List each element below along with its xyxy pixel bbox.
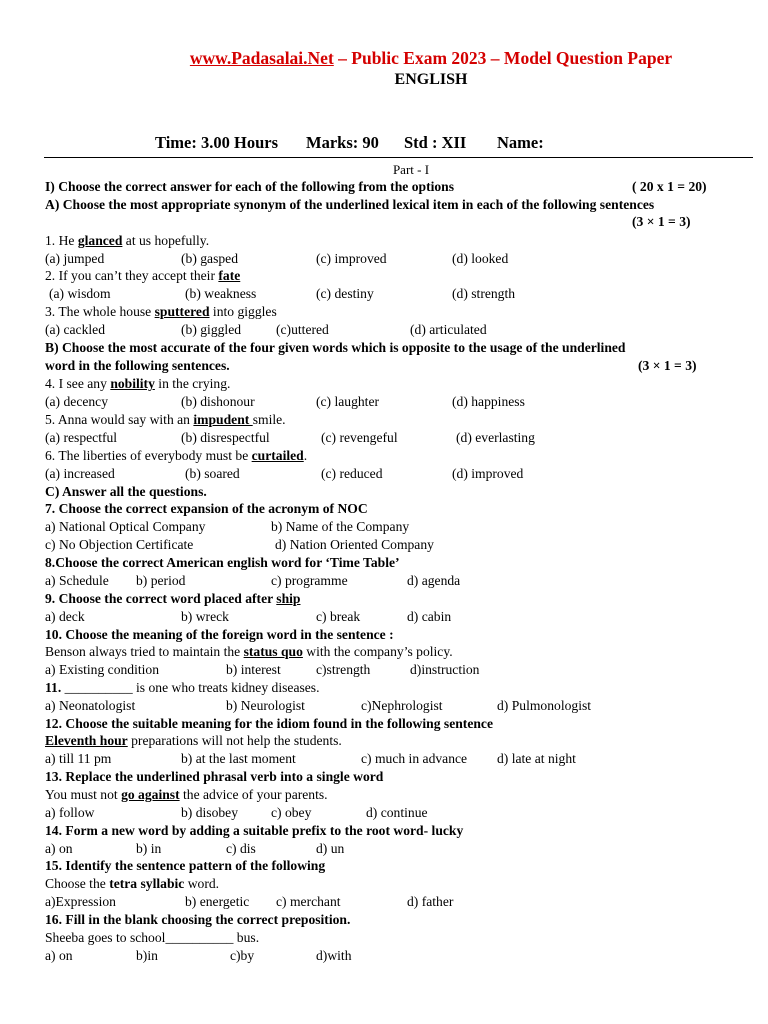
option-d: (d) articulated xyxy=(410,322,487,337)
option-c: c)Nephrologist xyxy=(361,698,443,713)
option-d: (d) improved xyxy=(452,466,524,481)
option-d: d) un xyxy=(316,841,345,856)
option-a: a) Existing condition xyxy=(45,662,160,677)
part-heading: Part - I xyxy=(392,162,430,177)
underlined-word: sputtered xyxy=(154,304,210,319)
question-6: 6. The liberties of everybody must be curtailed. xyxy=(45,448,308,463)
option-d: d)with xyxy=(316,948,352,963)
option-a: (a) increased xyxy=(45,466,115,481)
section-b-heading: B) Choose the most accurate of the four given words which is opposite to the usage of the underlined xyxy=(45,340,626,355)
option-c: (c) laughter xyxy=(316,394,380,409)
bold-word: tetra syllabic xyxy=(109,876,185,891)
option-c: c) much in advance xyxy=(361,751,468,766)
option-c: (c) reduced xyxy=(321,466,383,481)
option-a: (a) respectful xyxy=(45,430,118,445)
underlined-word: ship xyxy=(276,591,301,606)
option-a: (a) wisdom xyxy=(49,286,111,301)
answer-blank: __________ xyxy=(165,930,234,945)
paper-title xyxy=(0,48,768,69)
option-d: d) Pulmonologist xyxy=(497,698,592,713)
section-c-heading: C) Answer all the questions. xyxy=(45,484,207,499)
option-b: b)in xyxy=(136,948,158,963)
question-11: 11. __________ is one who treats kidney diseases. xyxy=(45,680,320,695)
underlined-word: fate xyxy=(218,268,241,283)
underlined-word: Eleventh hour xyxy=(45,733,128,748)
question-16-sentence: Sheeba goes to school__________ bus. xyxy=(45,930,260,945)
option-b: (b) giggled xyxy=(181,322,242,337)
option-b: (b) gasped xyxy=(181,251,238,266)
option-c: (c) improved xyxy=(316,251,387,266)
option-a: a) on xyxy=(45,841,73,856)
option-c: c)by xyxy=(230,948,255,963)
header-divider xyxy=(44,157,753,158)
underlined-word: glanced xyxy=(77,233,123,248)
question-12: 12. Choose the suitable meaning for the idiom found in the following sentence xyxy=(45,716,493,731)
option-a: (a) jumped xyxy=(45,251,105,266)
option-a: a) follow xyxy=(45,805,95,820)
option-b: b) energetic xyxy=(185,894,250,909)
option-d: d) continue xyxy=(366,805,428,820)
option-a: a) till 11 pm xyxy=(45,751,112,766)
underlined-word: status quo xyxy=(243,644,303,659)
underlined-word: go against xyxy=(121,787,180,802)
answer-blank: __________ xyxy=(64,680,133,695)
option-a: a) National Optical Company xyxy=(45,519,206,534)
option-d: (d) strength xyxy=(452,286,516,301)
option-b: b) interest xyxy=(226,662,281,677)
option-c: (c)uttered xyxy=(276,322,329,337)
option-b: b) in xyxy=(136,841,162,856)
question-16: 16. Fill in the blank choosing the correct preposition. xyxy=(45,912,351,927)
question-15-sentence: Choose the tetra syllabic word. xyxy=(45,876,220,891)
underlined-word: impudent xyxy=(193,412,253,427)
option-c: c) break xyxy=(316,609,361,624)
question-13-sentence: You must not go against the advice of your parents. xyxy=(45,787,328,802)
option-d: d) father xyxy=(407,894,454,909)
option-c: c) No Objection Certificate xyxy=(45,537,194,552)
option-a: (a) cackled xyxy=(45,322,105,337)
option-d: d) Nation Oriented Company xyxy=(275,537,434,552)
option-d: d) late at night xyxy=(497,751,576,766)
option-c: c) programme xyxy=(271,573,348,588)
site-link[interactable]: www.Padasalai.Net xyxy=(189,48,334,68)
option-c: c) merchant xyxy=(276,894,341,909)
option-d: (d) everlasting xyxy=(456,430,535,445)
subject-heading: ENGLISH xyxy=(394,71,468,88)
option-a: (a) decency xyxy=(45,394,109,409)
option-c: (c) revengeful xyxy=(321,430,398,445)
question-15: 15. Identify the sentence pattern of the following xyxy=(45,858,326,873)
question-1: 1. He glanced at us hopefully. xyxy=(45,233,210,248)
underlined-word: curtailed xyxy=(251,448,304,463)
option-c: (c) destiny xyxy=(316,286,374,301)
option-a: a) deck xyxy=(45,609,85,624)
section-i-heading: I) Choose the correct answer for each of the following from the options xyxy=(45,179,455,194)
question-4: 4. I see any nobility in the crying. xyxy=(45,376,231,391)
option-d: d)instruction xyxy=(410,662,480,677)
option-c: c)strength xyxy=(316,662,371,677)
option-c: c) dis xyxy=(226,841,256,856)
option-b: b) at the last moment xyxy=(181,751,296,766)
question-10-sentence: Benson always tried to maintain the status quo with the company’s policy. xyxy=(45,644,453,659)
section-b-heading-cont: word in the following sentences. xyxy=(45,358,230,373)
underlined-word: nobility xyxy=(110,376,155,391)
question-13: 13. Replace the underlined phrasal verb into a single word xyxy=(45,769,384,784)
option-b: (b) dishonour xyxy=(181,394,255,409)
option-d: (d) happiness xyxy=(452,394,525,409)
option-b: (b) soared xyxy=(185,466,240,481)
section-a-marks: (3 × 1 = 3) xyxy=(632,214,691,229)
option-b: b) Name of the Company xyxy=(271,519,410,534)
question-2: 2. If you can’t they accept their fate xyxy=(45,268,241,283)
question-14: 14. Form a new word by adding a suitable prefix to the root word- lucky xyxy=(45,823,464,838)
option-c: c) obey xyxy=(271,805,312,820)
question-3: 3. The whole house sputtered into giggles xyxy=(45,304,277,319)
section-b-marks: (3 × 1 = 3) xyxy=(638,358,697,373)
option-b: (b) weakness xyxy=(185,286,257,301)
question-12-sentence: Eleventh hour preparations will not help the students. xyxy=(45,733,342,748)
time-label: Time: 3.00 Hours xyxy=(155,133,278,152)
option-a: a) Neonatologist xyxy=(45,698,136,713)
question-8: 8.Choose the correct American english word for ‘Time Table’ xyxy=(45,555,400,570)
title-text: – Public Exam 2023 – Model Question Paper xyxy=(333,48,673,68)
question-5: 5. Anna would say with an impudent smile. xyxy=(45,412,286,427)
option-d: d) cabin xyxy=(407,609,452,624)
section-i-marks: ( 20 x 1 = 20) xyxy=(632,179,707,194)
option-a: a) Schedule xyxy=(45,573,109,588)
section-a-heading: A) Choose the most appropriate synonym of the underlined lexical item in each of the following sentences xyxy=(45,197,655,212)
question-9: 9. Choose the correct word placed after ship xyxy=(45,591,301,606)
option-b: b) period xyxy=(136,573,186,588)
marks-label: Marks: 90 xyxy=(306,133,379,152)
option-d: (d) looked xyxy=(452,251,509,266)
option-b: b) disobey xyxy=(181,805,239,820)
option-a: a)Expression xyxy=(45,894,116,909)
question-7: 7. Choose the correct expansion of the acronym of NOC xyxy=(45,501,368,516)
question-10: 10. Choose the meaning of the foreign word in the sentence : xyxy=(45,627,394,642)
name-label: Name: xyxy=(497,133,544,152)
option-b: b) wreck xyxy=(181,609,229,624)
option-d: d) agenda xyxy=(407,573,461,588)
option-a: a) on xyxy=(45,948,73,963)
option-b: b) Neurologist xyxy=(226,698,305,713)
option-b: (b) disrespectful xyxy=(181,430,270,445)
std-label: Std : XII xyxy=(404,133,467,152)
